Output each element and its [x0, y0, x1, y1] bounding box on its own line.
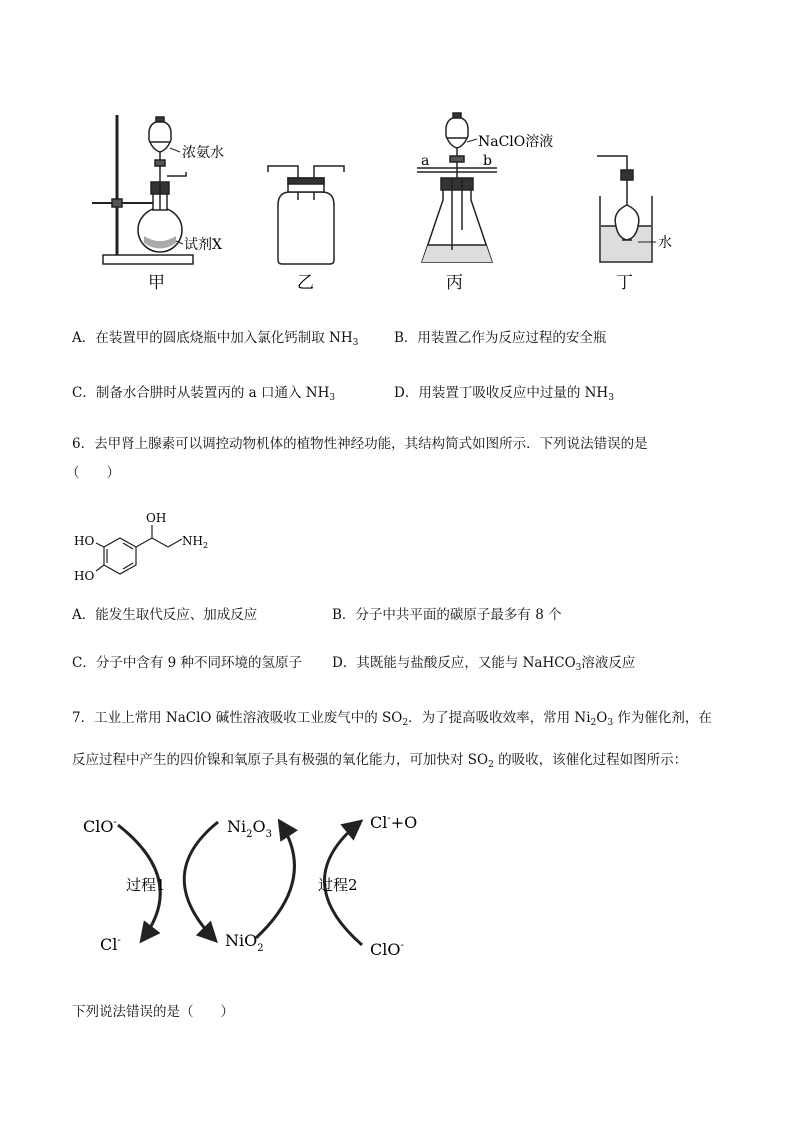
bing-caption: 丙 [446, 273, 463, 293]
q6-option-d: D．其既能与盐酸反应，又能与 NaHCO$_3$溶液反应 [332, 655, 636, 673]
jia-caption: 甲 [148, 273, 165, 293]
cycle-cl-o: Cl-+O [370, 813, 418, 832]
struct-oh: OH [146, 511, 167, 525]
yi-caption: 乙 [297, 273, 314, 293]
cycle-clo-left: ClO- [83, 817, 117, 836]
catalytic-cycle-diagram [70, 800, 450, 980]
q6-blank: （ ） [66, 465, 120, 481]
q6-structure [70, 505, 230, 590]
cycle-process-1: 过程1 [126, 876, 166, 894]
q5-option-d: D．用装置丁吸收反应中过量的 $NH_3$ [394, 385, 614, 403]
arc-ni2o3-to-nio2 [184, 822, 218, 940]
jia-label-top: 浓氨水 [182, 145, 224, 161]
cycle-process-2: 过程2 [318, 876, 358, 894]
q6-option-c: C．分子中含有 9 种不同环境的氢原子 [72, 655, 303, 671]
bing-label-top: NaClO溶液 [478, 134, 554, 150]
q5-option-b: B．用装置乙作为反应过程的安全瓶 [394, 330, 607, 346]
apparatus-ding [597, 156, 656, 262]
ding-label-side: 水 [658, 235, 672, 251]
q5-option-a: A．在装置甲的圆底烧瓶中加入氯化钙制取 $NH_3$ [72, 330, 359, 348]
struct-ho-1: HO [74, 534, 95, 548]
q7-line-1: 7．工业上常用 NaClO 碱性溶液吸收工业废气中的 $SO_2$．为了提高吸收效率，常用 $Ni_2O_3$ 作为催化剂，在 [72, 710, 712, 728]
cycle-ni2o3: $Ni_2O_3$ [227, 817, 272, 840]
cycle-nio2: NiO$_2$ [225, 931, 264, 954]
cycle-cl-minus: Cl- [100, 935, 121, 954]
apparatus-figure [0, 100, 794, 300]
cycle-clo-right: ClO- [370, 940, 404, 959]
q6-stem: 6．去甲肾上腺素可以调控动物机体的植物性神经功能，其结构简式如图所示．下列说法错误的是 [72, 436, 648, 452]
q7-question: 下列说法错误的是（ ） [72, 1004, 234, 1020]
benzene-ring [96, 525, 182, 574]
struct-ho-2: HO [74, 569, 95, 583]
q6-option-a: A．能发生取代反应、加成反应 [72, 607, 258, 623]
q7-line-2: 反应过程中产生的四价镍和氧原子具有极强的氧化能力，可加快对 $SO_2$ 的吸收，该催化过程如图所示： [72, 752, 688, 770]
jia-label-bottom: 试剂X [184, 237, 222, 253]
bing-port-b: b [483, 153, 492, 169]
q6-option-b: B．分子中共平面的碳原子最多有 8 个 [332, 607, 562, 623]
ding-caption: 丁 [616, 273, 633, 293]
apparatus-jia [92, 115, 193, 264]
bing-port-a: a [421, 153, 430, 169]
apparatus-yi [268, 166, 344, 264]
arc-nio2-to-ni2o3 [256, 822, 294, 938]
struct-nh2: $NH_2$ [182, 534, 209, 550]
q5-option-c: C．制备水合肼时从装置丙的 a 口通入 $NH_3$ [72, 385, 336, 403]
